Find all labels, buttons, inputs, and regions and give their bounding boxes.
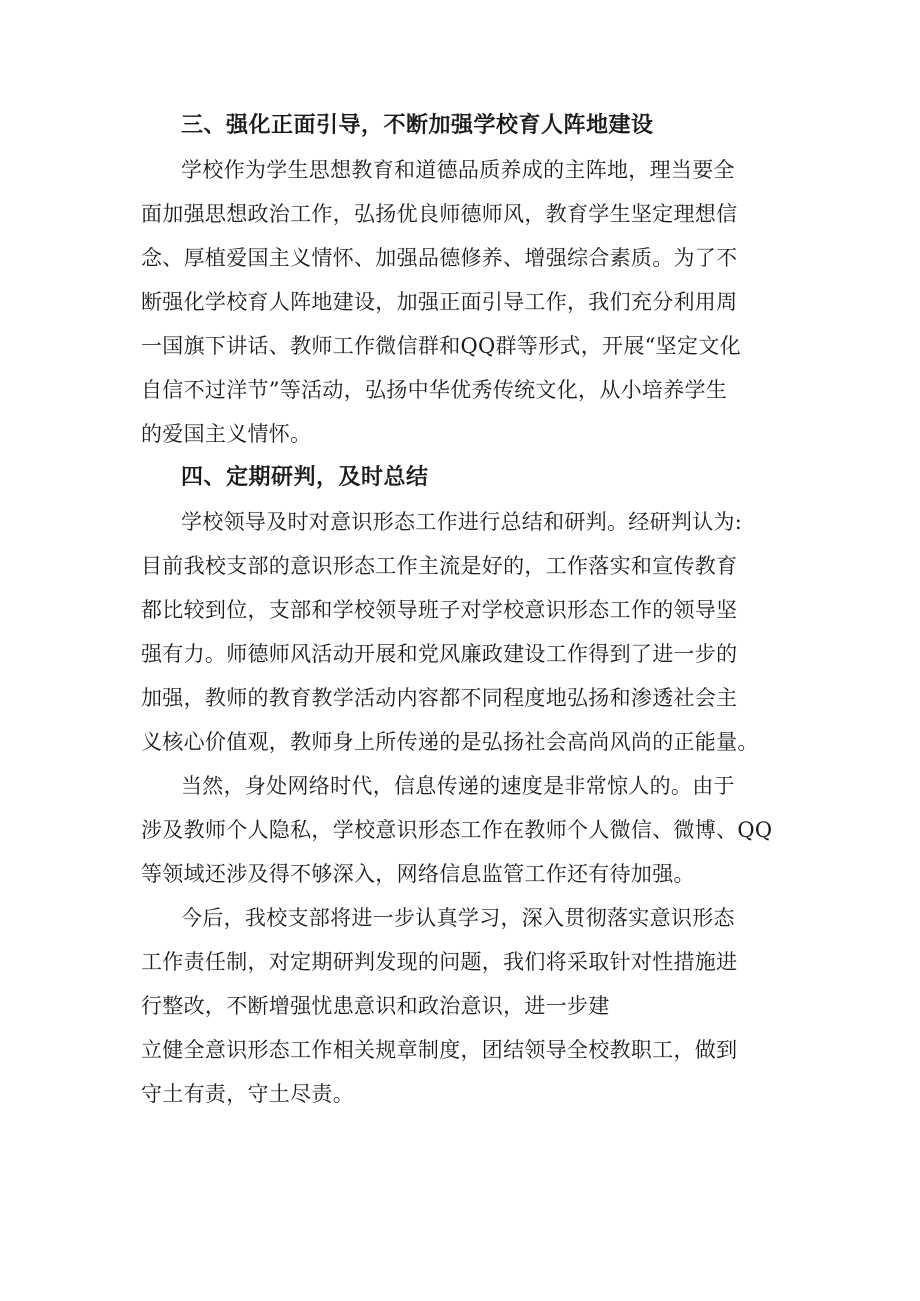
text-line: 都比较到位，支部和学校领导班子对学校意识形态工作的领导坚 — [141, 598, 738, 622]
section-three — [141, 104, 793, 456]
text-line: 自信不过洋节”等活动，弘扬中华优秀传统文化，从小培养学生 — [141, 378, 728, 402]
text-line: 一国旗下讲话、教师工作微信群和QQ群等形式，开展“坚定文化 — [141, 334, 741, 358]
section-heading: 四、定期研判，及时总结 — [181, 465, 429, 490]
text-line: 等领域还涉及得不够深入，网络信息监管工作还有待加强。 — [141, 862, 695, 886]
text-line: 今后，我校支部将进一步认真学习，深入贯彻落实意识形态 — [181, 906, 735, 930]
text-line: 义核心价值观，教师身上所传递的是弘扬社会高尚风尚的正能量。 — [141, 730, 759, 754]
paragraph — [141, 148, 793, 456]
text-line: 强有力。师德师风活动开展和党风廉政建设工作得到了进一步的 — [141, 642, 738, 666]
text-line: 面加强思想政治工作，弘扬优良师德师风，教育学生坚定理想信 — [141, 202, 738, 226]
text-line: 立健全意识形态工作相关规章制度，团结领导全校教职工，做到 — [141, 1038, 738, 1062]
text-line: 的爱国主义情怀。 — [141, 422, 312, 446]
text-line: 学校作为学生思想教育和道德品质养成的主阵地，理当要全 — [181, 158, 735, 182]
document-page — [141, 104, 793, 1116]
text-line: 守土有责，守土尽责。 — [141, 1082, 354, 1106]
text-line: 目前我校支部的意识形态工作主流是好的，工作落实和宣传教育 — [141, 554, 738, 578]
text-line: 断强化学校育人阵地建设，加强正面引导工作，我们充分利用周 — [141, 290, 738, 314]
paragraph — [141, 500, 793, 764]
text-line: 加强，教师的教育教学活动内容都不同程度地弘扬和渗透社会主 — [141, 686, 738, 710]
paragraph — [141, 896, 793, 1116]
text-line: 行整改，不断增强忧患意识和政治意识，进一步建 — [141, 994, 610, 1018]
text-line: 念、厚植爱国主义情怀、加强品德修养、增强综合素质。为了不 — [141, 246, 738, 270]
text-line: 工作责任制，对定期研判发现的问题，我们将采取针对性措施进 — [141, 950, 738, 974]
text-line: 涉及教师个人隐私，学校意识形态工作在教师个人微信、微博、QQ — [141, 818, 773, 842]
section-four — [141, 456, 793, 1116]
text-line: 学校领导及时对意识形态工作进行总结和研判。经研判认为: — [181, 510, 743, 534]
text-line: 当然，身处网络时代，信息传递的速度是非常惊人的。由于 — [181, 774, 735, 798]
paragraph — [141, 764, 793, 896]
section-heading: 三、强化正面引导，不断加强学校育人阵地建设 — [181, 113, 654, 138]
